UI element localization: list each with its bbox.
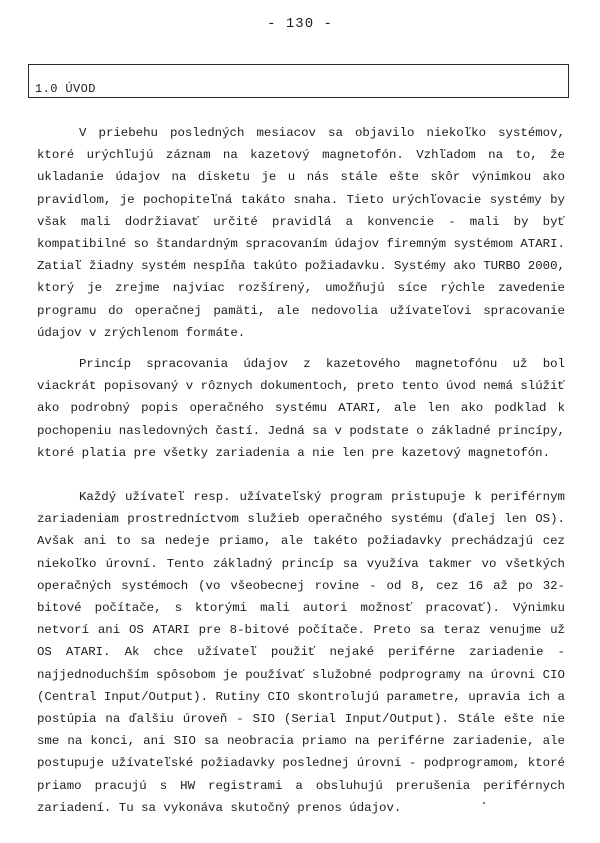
paragraph-intro: V priebehu posledných mesiacov sa objavilo niekoľko systémov, ktoré urýchľujú záznam na kazetový magnetofón. Vzhľadom na to, že ukladanie údajov na disketu je u nás stále ešte skôr výnimkou ako pravidlom, je pochopiteľná takáto snaha. Tieto urýchľovacie systémy by však mali dodržiavať určité pravidlá a konvencie - mali by byť kompatibilné so štandardným spracovaním údajov firemným systémom ATARI. Zatiaľ žiadny systém nespĺňa takúto požiadavku. Systémy ako TURBO 2000, ktorý je zrejme najviac rozšírený, umožňujú síce rýchle zavedenie programu do operačnej pamäti, ale nedovolia užívateľovi spracovanie údajov v zrýchlenom formáte. [37, 126, 565, 340]
page-number: - 130 - [267, 16, 333, 32]
margin-dot [483, 802, 485, 804]
section-header-box [28, 64, 569, 98]
section-title: 1.0 ÚVOD [35, 82, 96, 96]
paragraph-os-levels: Každý užívateľ resp. užívateľský program pristupuje k periférnym zariadeniam prostredníctvom služieb operačného systému (ďalej len OS). Avšak ani to sa nedeje priamo, ale takéto požiadavky prechádzajú cez niekoľko úrovní. Tento základný princíp sa využíva takmer vo všetkých operačných systémoch (vo všeobecnej rovine - od 8, cez 16 až po 32-bitové počítače, s ktorými mali autori možnosť pracovať). Výnimku netvorí ani OS ATARI pre 8-bitové počítače. Preto sa teraz venujme už OS ATARI. Ak chce užívateľ použiť nejaké periférne zariadenie - najjednoduchším spôsobom je používať služobné podprogramy na úrovni CIO (Central Input/Output). Rutiny CIO skontrolujú parametre, upravia ich a postúpia na ďalšiu úroveň - SIO (Serial Input/Output). Stále ešte nie sme na konci, ani SIO sa neobracia priamo na periférne zariadenie, ale postupuje užívateľské požiadavky poslednej úrovni - podprogramom, ktoré priamo pracujú s HW registrami a obsluhujú prerušenia periférnych zariadení. Tu sa vykonáva skutočný prenos údajov. [37, 490, 565, 815]
paragraph-principle: Princíp spracovania údajov z kazetového magnetofónu už bol viackrát popisovaný v rôznych dokumentoch, preto tento úvod nemá slúžiť ako podrobný popis operačného systému ATARI, ale len ako podklad k pochopeniu nasledovných častí. Jedná sa v podstate o základné princípy, ktoré platia pre všetky zariadenia a nie len pre kazetový magnetofón. [37, 357, 565, 460]
